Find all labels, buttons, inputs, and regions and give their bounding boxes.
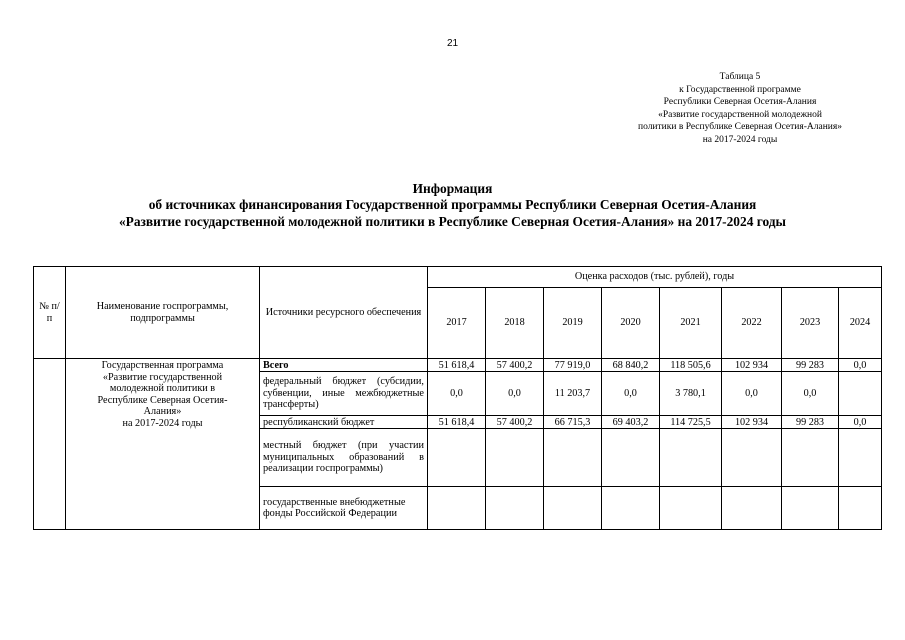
value-cell <box>722 429 782 487</box>
document-title <box>0 181 905 230</box>
value-cell: 77 919,0 <box>544 359 602 372</box>
value-cell: 102 934 <box>722 359 782 372</box>
value-cell <box>839 429 882 487</box>
source-cell: Всего <box>260 359 428 372</box>
value-cell <box>428 487 486 530</box>
value-cell: 0,0 <box>839 359 882 372</box>
annex-line: на 2017-2024 годы <box>702 134 778 145</box>
annex-line: Республики Северная Осетия-Алания <box>663 97 817 108</box>
value-cell <box>602 429 660 487</box>
value-cell: 68 840,2 <box>602 359 660 372</box>
value-cell: 114 725,5 <box>660 416 722 429</box>
value-cell <box>660 487 722 530</box>
financing-table <box>33 266 882 530</box>
value-cell <box>722 487 782 530</box>
value-cell: 3 780,1 <box>660 372 722 416</box>
value-cell <box>782 487 839 530</box>
value-cell: 0,0 <box>428 372 486 416</box>
header-year: 2017 <box>428 288 486 359</box>
program-name-line: на 2017-2024 годы <box>122 417 203 429</box>
value-cell: 102 934 <box>722 416 782 429</box>
source-cell: федеральный бюджет (субсидии, субвенции, иные межбюджетные трансферты) <box>260 372 428 416</box>
header-estimate: Оценка расходов (тыс. рублей), годы <box>428 267 882 288</box>
value-cell <box>782 429 839 487</box>
header-num: № п/п <box>34 267 66 359</box>
program-name-line: молодежной политики в <box>109 383 216 395</box>
annex-line: «Развитие государственной молодежной <box>658 109 822 120</box>
value-cell <box>660 429 722 487</box>
value-cell <box>602 487 660 530</box>
program-name-cell <box>66 359 260 530</box>
header-year: 2018 <box>486 288 544 359</box>
value-cell <box>544 429 602 487</box>
value-cell: 66 715,3 <box>544 416 602 429</box>
header-sources: Источники ресурсного обеспечения <box>260 267 428 359</box>
header-year: 2020 <box>602 288 660 359</box>
header-program-name: Наименование госпрограммы, подпрограммы <box>66 267 260 359</box>
value-cell: 11 203,7 <box>544 372 602 416</box>
program-name-line: Государственная программа <box>101 360 224 371</box>
value-cell: 0,0 <box>782 372 839 416</box>
header-year: 2021 <box>660 288 722 359</box>
page-number: 21 <box>446 38 459 49</box>
header-year: 2023 <box>782 288 839 359</box>
value-cell <box>428 429 486 487</box>
value-cell: 51 618,4 <box>428 416 486 429</box>
value-cell <box>839 372 882 416</box>
value-cell: 57 400,2 <box>486 359 544 372</box>
program-num-cell <box>34 359 66 530</box>
annex-line: политики в Республике Северная Осетия-Алания» <box>637 122 843 133</box>
header-year: 2022 <box>722 288 782 359</box>
title-line: Информация <box>412 181 493 196</box>
program-name-line: «Развитие государственной <box>102 371 223 383</box>
value-cell <box>486 429 544 487</box>
title-line: об источниках финансирования Государственной программы Республики Северная Осетия-Алания <box>148 197 757 213</box>
table-annex-note <box>580 71 900 147</box>
value-cell <box>544 487 602 530</box>
source-cell: государственные внебюджетные фонды Российской Федерации <box>260 487 428 530</box>
value-cell: 118 505,6 <box>660 359 722 372</box>
value-cell: 0,0 <box>839 416 882 429</box>
value-cell <box>839 487 882 530</box>
value-cell: 99 283 <box>782 416 839 429</box>
value-cell: 69 403,2 <box>602 416 660 429</box>
annex-line: к Государственной программе <box>679 84 801 95</box>
title-line: «Развитие государственной молодежной политики в Республике Северная Осетия-Алания» на 2017-2024 годы <box>118 213 787 229</box>
value-cell: 0,0 <box>602 372 660 416</box>
value-cell: 0,0 <box>486 372 544 416</box>
header-year: 2024 <box>839 288 882 359</box>
value-cell: 0,0 <box>722 372 782 416</box>
table-row <box>34 359 882 372</box>
header-year: 2019 <box>544 288 602 359</box>
value-cell: 57 400,2 <box>486 416 544 429</box>
value-cell: 51 618,4 <box>428 359 486 372</box>
source-cell: республиканский бюджет <box>260 416 428 429</box>
value-cell <box>486 487 544 530</box>
program-name-line: Алания» <box>143 406 182 418</box>
annex-line: Таблица 5 <box>719 72 761 82</box>
value-cell: 99 283 <box>782 359 839 372</box>
source-cell: местный бюджет (при участии муниципальных образований в реализации госпрограммы) <box>260 429 428 487</box>
program-name-line: Республике Северная Осетия- <box>97 394 228 406</box>
header-row <box>34 267 882 288</box>
